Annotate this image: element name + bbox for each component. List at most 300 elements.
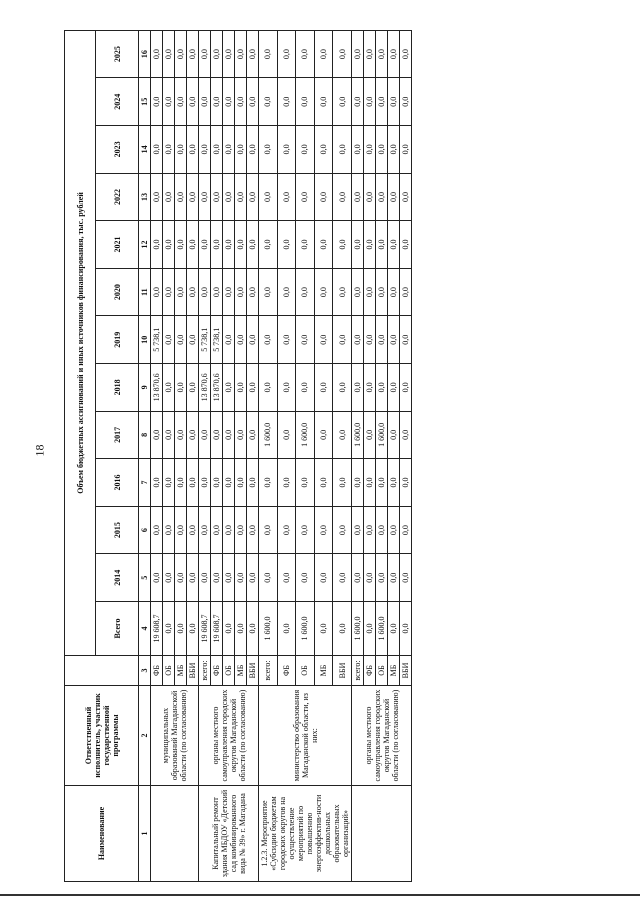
header-year: 2014 [96, 554, 139, 602]
row-year-value-cell: 0,0 [175, 554, 187, 602]
row-year-value-cell: 0,0 [364, 78, 376, 126]
row-year-value-cell: 0,0 [388, 316, 400, 364]
row-year-value-cell: 0,0 [364, 316, 376, 364]
row-year-value-cell: 0,0 [352, 459, 364, 507]
row-source-cell: ОБ [296, 656, 315, 686]
header-col-number: 11 [139, 268, 151, 316]
header-year: 2016 [96, 459, 139, 507]
row-year-value-cell: 0,0 [199, 78, 211, 126]
row-year-value-cell: 0,0 [247, 78, 259, 126]
row-year-value-cell: 0,0 [199, 411, 211, 459]
row-year-value-cell: 0,0 [388, 268, 400, 316]
row-year-value-cell: 0,0 [364, 268, 376, 316]
header-col-number: 1 [139, 786, 151, 882]
row-year-value-cell: 0,0 [151, 506, 163, 554]
header-col-number: 12 [139, 221, 151, 269]
row-year-value-cell: 0,0 [277, 506, 296, 554]
row-year-value-cell: 0,0 [199, 30, 211, 78]
row-exec-cell: органы местного самоуправления городских округов Магаданской области (по согласованию) [352, 686, 412, 786]
row-year-value-cell: 13 870,6 [199, 364, 211, 412]
row-total-cell: 0,0 [333, 602, 352, 656]
row-source-cell: ОБ [163, 656, 175, 686]
row-year-value-cell: 0,0 [247, 173, 259, 221]
row-source-cell: ФБ [364, 656, 376, 686]
row-year-value-cell: 0,0 [388, 78, 400, 126]
row-year-value-cell: 0,0 [352, 221, 364, 269]
row-total-cell: 0,0 [247, 602, 259, 656]
row-year-value-cell: 0,0 [277, 459, 296, 507]
row-name-cell: Капитальный ремонт здания МБДОУ «Детский сад комбинированного вида № 39» г. Магадана [199, 786, 259, 882]
row-year-value-cell: 0,0 [247, 411, 259, 459]
header-year: 2017 [96, 411, 139, 459]
row-year-value-cell: 0,0 [187, 411, 199, 459]
row-year-value-cell: 0,0 [314, 459, 333, 507]
row-year-value-cell: 0,0 [175, 506, 187, 554]
row-source-cell: всего: [352, 656, 364, 686]
row-year-value-cell: 0,0 [314, 316, 333, 364]
row-year-value-cell: 0,0 [223, 126, 235, 174]
row-year-value-cell: 0,0 [352, 126, 364, 174]
row-year-value-cell: 0,0 [235, 506, 247, 554]
row-year-value-cell: 0,0 [175, 30, 187, 78]
row-year-value-cell: 0,0 [364, 126, 376, 174]
row-year-value-cell: 0,0 [296, 78, 315, 126]
row-year-value-cell: 0,0 [277, 221, 296, 269]
row-source-cell: МБ [314, 656, 333, 686]
header-exec: Ответственный исполнитель, участник государственной программы [65, 686, 139, 786]
row-year-value-cell: 0,0 [400, 411, 412, 459]
row-total-cell: 0,0 [314, 602, 333, 656]
row-year-value-cell: 0,0 [187, 268, 199, 316]
header-col-number: 5 [139, 554, 151, 602]
row-year-value-cell: 0,0 [187, 126, 199, 174]
row-year-value-cell: 0,0 [376, 221, 388, 269]
row-year-value-cell: 0,0 [400, 364, 412, 412]
row-year-value-cell: 0,0 [211, 221, 223, 269]
row-total-cell: 0,0 [400, 602, 412, 656]
row-year-value-cell: 0,0 [333, 126, 352, 174]
row-year-value-cell: 0,0 [247, 268, 259, 316]
row-year-value-cell: 0,0 [223, 364, 235, 412]
row-year-value-cell: 0,0 [151, 554, 163, 602]
row-name-cell: 1.2.3. Мероприятие «Субсидии бюджетам городских округов на осуществление мероприятий по повышению энергоэффектив-ности дошкольных образовательных организаций» [259, 786, 352, 882]
row-year-value-cell: 0,0 [388, 173, 400, 221]
row-year-value-cell: 0,0 [151, 411, 163, 459]
table-row [199, 30, 211, 881]
row-year-value-cell: 0,0 [364, 411, 376, 459]
header-year: 2022 [96, 173, 139, 221]
row-year-value-cell: 0,0 [199, 126, 211, 174]
row-total-cell: 1 600,0 [376, 602, 388, 656]
header-col-number: 8 [139, 411, 151, 459]
row-year-value-cell: 0,0 [400, 459, 412, 507]
row-year-value-cell: 0,0 [333, 506, 352, 554]
row-year-value-cell: 0,0 [163, 506, 175, 554]
row-year-value-cell: 0,0 [247, 30, 259, 78]
row-year-value-cell: 0,0 [235, 30, 247, 78]
row-total-cell: 19 608,7 [199, 602, 211, 656]
header-numbers-row [139, 30, 151, 881]
header-col-number: 9 [139, 364, 151, 412]
header-year: 2020 [96, 268, 139, 316]
row-year-value-cell: 0,0 [376, 268, 388, 316]
row-year-value-cell: 0,0 [296, 30, 315, 78]
row-year-value-cell: 0,0 [388, 221, 400, 269]
row-year-value-cell: 0,0 [333, 316, 352, 364]
header-col-number: 14 [139, 126, 151, 174]
row-year-value-cell: 0,0 [187, 506, 199, 554]
row-year-value-cell: 0,0 [175, 126, 187, 174]
row-total-cell: 0,0 [187, 602, 199, 656]
row-year-value-cell: 0,0 [352, 316, 364, 364]
row-total-cell: 0,0 [235, 602, 247, 656]
row-year-value-cell: 0,0 [296, 364, 315, 412]
row-year-value-cell: 0,0 [199, 173, 211, 221]
header-year: 2025 [96, 30, 139, 78]
row-year-value-cell: 0,0 [277, 78, 296, 126]
row-year-value-cell: 0,0 [388, 554, 400, 602]
row-year-value-cell: 0,0 [296, 316, 315, 364]
row-year-value-cell: 0,0 [259, 221, 278, 269]
row-source-cell: всего: [199, 656, 211, 686]
row-year-value-cell: 0,0 [333, 268, 352, 316]
row-year-value-cell: 0,0 [247, 459, 259, 507]
row-year-value-cell: 0,0 [259, 554, 278, 602]
row-source-cell: ВБИ [247, 656, 259, 686]
row-year-value-cell: 0,0 [223, 459, 235, 507]
row-year-value-cell: 0,0 [314, 221, 333, 269]
row-total-cell: 1 600,0 [259, 602, 278, 656]
header-col-number: 3 [139, 656, 151, 686]
row-year-value-cell: 13 870,6 [151, 364, 163, 412]
row-total-cell: 19 608,7 [211, 602, 223, 656]
row-year-value-cell: 0,0 [376, 78, 388, 126]
row-year-value-cell: 0,0 [151, 268, 163, 316]
row-year-value-cell: 0,0 [223, 316, 235, 364]
header-group: Объем бюджетных ассигнований и иных источников финансирования, тыс. рублей [65, 30, 96, 655]
row-source-cell: ВБИ [333, 656, 352, 686]
row-year-value-cell: 0,0 [235, 173, 247, 221]
row-year-value-cell: 0,0 [314, 506, 333, 554]
row-year-value-cell: 0,0 [259, 78, 278, 126]
table-header [65, 30, 151, 881]
row-year-value-cell: 0,0 [376, 554, 388, 602]
row-year-value-cell: 0,0 [211, 30, 223, 78]
page-number: 18 [32, 444, 47, 457]
row-year-value-cell: 0,0 [259, 126, 278, 174]
header-col-number: 7 [139, 459, 151, 507]
row-year-value-cell: 0,0 [277, 268, 296, 316]
row-year-value-cell: 0,0 [235, 459, 247, 507]
row-year-value-cell: 0,0 [187, 364, 199, 412]
row-year-value-cell: 0,0 [376, 30, 388, 78]
row-year-value-cell: 0,0 [151, 78, 163, 126]
row-year-value-cell: 0,0 [235, 126, 247, 174]
row-year-value-cell: 0,0 [235, 554, 247, 602]
row-year-value-cell: 0,0 [388, 459, 400, 507]
header-source [65, 656, 139, 686]
row-year-value-cell: 0,0 [223, 30, 235, 78]
row-total-cell: 1 600,0 [352, 602, 364, 656]
row-year-value-cell: 0,0 [151, 30, 163, 78]
row-year-value-cell: 0,0 [376, 506, 388, 554]
row-year-value-cell: 0,0 [296, 268, 315, 316]
row-year-value-cell: 0,0 [187, 221, 199, 269]
row-year-value-cell: 0,0 [400, 316, 412, 364]
row-year-value-cell: 0,0 [247, 506, 259, 554]
row-year-value-cell: 0,0 [187, 459, 199, 507]
row-year-value-cell: 0,0 [277, 173, 296, 221]
row-year-value-cell: 0,0 [187, 316, 199, 364]
row-year-value-cell: 0,0 [151, 173, 163, 221]
table-row [259, 30, 278, 881]
row-year-value-cell: 0,0 [314, 268, 333, 316]
header-total: Всего [96, 602, 139, 656]
row-year-value-cell: 0,0 [211, 268, 223, 316]
header-col-number: 16 [139, 30, 151, 78]
table-row [352, 30, 364, 881]
row-year-value-cell: 0,0 [211, 506, 223, 554]
row-year-value-cell: 0,0 [223, 78, 235, 126]
row-year-value-cell: 1 600,0 [296, 411, 315, 459]
row-year-value-cell: 0,0 [247, 554, 259, 602]
row-year-value-cell: 0,0 [247, 316, 259, 364]
row-year-value-cell: 0,0 [163, 364, 175, 412]
rotated-table-container [64, 30, 534, 882]
row-year-value-cell: 0,0 [352, 78, 364, 126]
row-year-value-cell: 0,0 [163, 554, 175, 602]
row-year-value-cell: 0,0 [235, 364, 247, 412]
row-year-value-cell: 0,0 [175, 221, 187, 269]
row-year-value-cell: 0,0 [333, 411, 352, 459]
row-year-value-cell: 0,0 [296, 173, 315, 221]
row-year-value-cell: 0,0 [314, 173, 333, 221]
row-year-value-cell: 0,0 [259, 173, 278, 221]
row-year-value-cell: 0,0 [199, 221, 211, 269]
header-col-number: 6 [139, 506, 151, 554]
header-col-number: 4 [139, 602, 151, 656]
row-source-cell: МБ [175, 656, 187, 686]
row-year-value-cell: 0,0 [376, 173, 388, 221]
row-year-value-cell: 0,0 [199, 554, 211, 602]
header-year: 2018 [96, 364, 139, 412]
row-total-cell: 19 608,7 [151, 602, 163, 656]
row-year-value-cell: 0,0 [247, 126, 259, 174]
row-year-value-cell: 0,0 [333, 78, 352, 126]
row-year-value-cell: 0,0 [199, 268, 211, 316]
row-year-value-cell: 0,0 [187, 173, 199, 221]
row-year-value-cell: 0,0 [333, 173, 352, 221]
row-year-value-cell: 0,0 [211, 126, 223, 174]
row-year-value-cell: 0,0 [333, 364, 352, 412]
row-year-value-cell: 0,0 [223, 268, 235, 316]
row-year-value-cell: 0,0 [400, 554, 412, 602]
row-year-value-cell: 0,0 [296, 554, 315, 602]
row-year-value-cell: 0,0 [352, 364, 364, 412]
row-total-cell: 0,0 [175, 602, 187, 656]
row-year-value-cell: 0,0 [151, 221, 163, 269]
row-year-value-cell: 0,0 [314, 126, 333, 174]
header-col-number: 10 [139, 316, 151, 364]
header-col-number: 13 [139, 173, 151, 221]
row-year-value-cell: 5 738,1 [151, 316, 163, 364]
row-year-value-cell: 0,0 [211, 554, 223, 602]
row-year-value-cell: 0,0 [235, 221, 247, 269]
row-year-value-cell: 0,0 [163, 78, 175, 126]
row-total-cell: 1 600,0 [296, 602, 315, 656]
row-source-cell: ОБ [376, 656, 388, 686]
row-year-value-cell: 0,0 [400, 221, 412, 269]
row-source-cell: ВБИ [187, 656, 199, 686]
row-year-value-cell: 0,0 [247, 221, 259, 269]
header-col-number: 15 [139, 78, 151, 126]
row-year-value-cell: 0,0 [163, 173, 175, 221]
row-year-value-cell: 0,0 [376, 316, 388, 364]
header-year: 2015 [96, 506, 139, 554]
row-year-value-cell: 1 600,0 [352, 411, 364, 459]
row-year-value-cell: 5 738,1 [199, 316, 211, 364]
row-year-value-cell: 0,0 [259, 268, 278, 316]
row-year-value-cell: 0,0 [333, 459, 352, 507]
row-year-value-cell: 0,0 [333, 554, 352, 602]
row-year-value-cell: 0,0 [223, 221, 235, 269]
row-total-cell: 0,0 [388, 602, 400, 656]
row-exec-cell: органы местного самоуправления городских округов Магаданской области (по согласованию) [199, 686, 259, 786]
row-year-value-cell: 0,0 [277, 554, 296, 602]
row-year-value-cell: 0,0 [223, 411, 235, 459]
row-year-value-cell: 0,0 [314, 411, 333, 459]
row-year-value-cell: 0,0 [352, 268, 364, 316]
row-year-value-cell: 0,0 [163, 221, 175, 269]
row-year-value-cell: 0,0 [314, 364, 333, 412]
header-year: 2021 [96, 221, 139, 269]
row-source-cell: ФБ [277, 656, 296, 686]
row-year-value-cell: 0,0 [277, 30, 296, 78]
row-year-value-cell: 0,0 [235, 411, 247, 459]
row-year-value-cell: 0,0 [259, 30, 278, 78]
row-year-value-cell: 0,0 [223, 173, 235, 221]
row-total-cell: 0,0 [277, 602, 296, 656]
row-year-value-cell: 0,0 [314, 30, 333, 78]
row-year-value-cell: 0,0 [175, 173, 187, 221]
row-year-value-cell: 0,0 [277, 126, 296, 174]
table-body [151, 30, 412, 881]
row-year-value-cell: 0,0 [277, 316, 296, 364]
row-year-value-cell: 0,0 [277, 364, 296, 412]
row-year-value-cell: 0,0 [175, 268, 187, 316]
row-year-value-cell: 0,0 [388, 364, 400, 412]
row-year-value-cell: 0,0 [296, 506, 315, 554]
row-year-value-cell: 0,0 [163, 316, 175, 364]
row-year-value-cell: 5 738,1 [211, 316, 223, 364]
header-name: Наименование [65, 786, 139, 882]
page-bottom-rule [0, 894, 640, 896]
row-year-value-cell: 0,0 [163, 459, 175, 507]
row-year-value-cell: 0,0 [259, 506, 278, 554]
row-source-cell: ФБ [211, 656, 223, 686]
row-year-value-cell: 0,0 [199, 459, 211, 507]
row-year-value-cell: 0,0 [163, 30, 175, 78]
row-source-cell: МБ [235, 656, 247, 686]
row-year-value-cell: 0,0 [400, 173, 412, 221]
row-year-value-cell: 0,0 [163, 411, 175, 459]
row-year-value-cell: 0,0 [364, 221, 376, 269]
row-year-value-cell: 0,0 [333, 30, 352, 78]
row-year-value-cell: 0,0 [376, 364, 388, 412]
row-exec-cell: министерство образования Магаданской области, из них: [259, 686, 352, 786]
header-year: 2023 [96, 126, 139, 174]
row-source-cell: всего: [259, 656, 278, 686]
row-year-value-cell: 0,0 [259, 316, 278, 364]
row-total-cell: 0,0 [223, 602, 235, 656]
row-year-value-cell: 0,0 [314, 554, 333, 602]
row-year-value-cell: 0,0 [400, 30, 412, 78]
row-year-value-cell: 0,0 [235, 78, 247, 126]
row-year-value-cell: 1 600,0 [376, 411, 388, 459]
row-total-cell: 0,0 [364, 602, 376, 656]
row-year-value-cell: 0,0 [352, 554, 364, 602]
row-year-value-cell: 0,0 [364, 30, 376, 78]
row-year-value-cell: 0,0 [400, 78, 412, 126]
row-total-cell: 0,0 [163, 602, 175, 656]
row-year-value-cell: 0,0 [277, 411, 296, 459]
row-year-value-cell: 0,0 [247, 364, 259, 412]
row-name-cell [151, 786, 199, 882]
row-year-value-cell: 0,0 [175, 78, 187, 126]
row-year-value-cell: 0,0 [187, 554, 199, 602]
row-year-value-cell: 0,0 [388, 126, 400, 174]
row-year-value-cell: 0,0 [163, 268, 175, 316]
row-year-value-cell: 0,0 [175, 364, 187, 412]
financing-table [64, 30, 412, 882]
row-year-value-cell: 0,0 [333, 221, 352, 269]
row-year-value-cell: 0,0 [364, 459, 376, 507]
row-year-value-cell: 0,0 [175, 411, 187, 459]
row-exec-cell: муниципальных образований Магаданской области (по согласованию) [151, 686, 199, 786]
row-year-value-cell: 0,0 [364, 173, 376, 221]
row-year-value-cell: 0,0 [187, 30, 199, 78]
row-year-value-cell: 0,0 [211, 78, 223, 126]
header-year: 2024 [96, 78, 139, 126]
header-year: 2019 [96, 316, 139, 364]
row-year-value-cell: 0,0 [376, 126, 388, 174]
row-year-value-cell: 0,0 [259, 459, 278, 507]
row-year-value-cell: 0,0 [400, 506, 412, 554]
row-year-value-cell: 0,0 [259, 364, 278, 412]
row-source-cell: ОБ [223, 656, 235, 686]
row-year-value-cell: 0,0 [400, 126, 412, 174]
row-year-value-cell: 0,0 [364, 364, 376, 412]
row-year-value-cell: 0,0 [364, 554, 376, 602]
table-row [151, 30, 163, 881]
row-name-cell [352, 786, 412, 882]
row-year-value-cell: 0,0 [163, 126, 175, 174]
row-source-cell: МБ [388, 656, 400, 686]
row-year-value-cell: 0,0 [175, 316, 187, 364]
row-year-value-cell: 0,0 [352, 173, 364, 221]
row-year-value-cell: 13 870,6 [211, 364, 223, 412]
row-year-value-cell: 0,0 [388, 411, 400, 459]
row-year-value-cell: 1 600,0 [259, 411, 278, 459]
row-year-value-cell: 0,0 [175, 459, 187, 507]
row-year-value-cell: 0,0 [211, 173, 223, 221]
row-year-value-cell: 0,0 [223, 506, 235, 554]
row-year-value-cell: 0,0 [296, 221, 315, 269]
row-year-value-cell: 0,0 [211, 411, 223, 459]
header-col-number: 2 [139, 686, 151, 786]
row-year-value-cell: 0,0 [187, 78, 199, 126]
row-year-value-cell: 0,0 [199, 506, 211, 554]
